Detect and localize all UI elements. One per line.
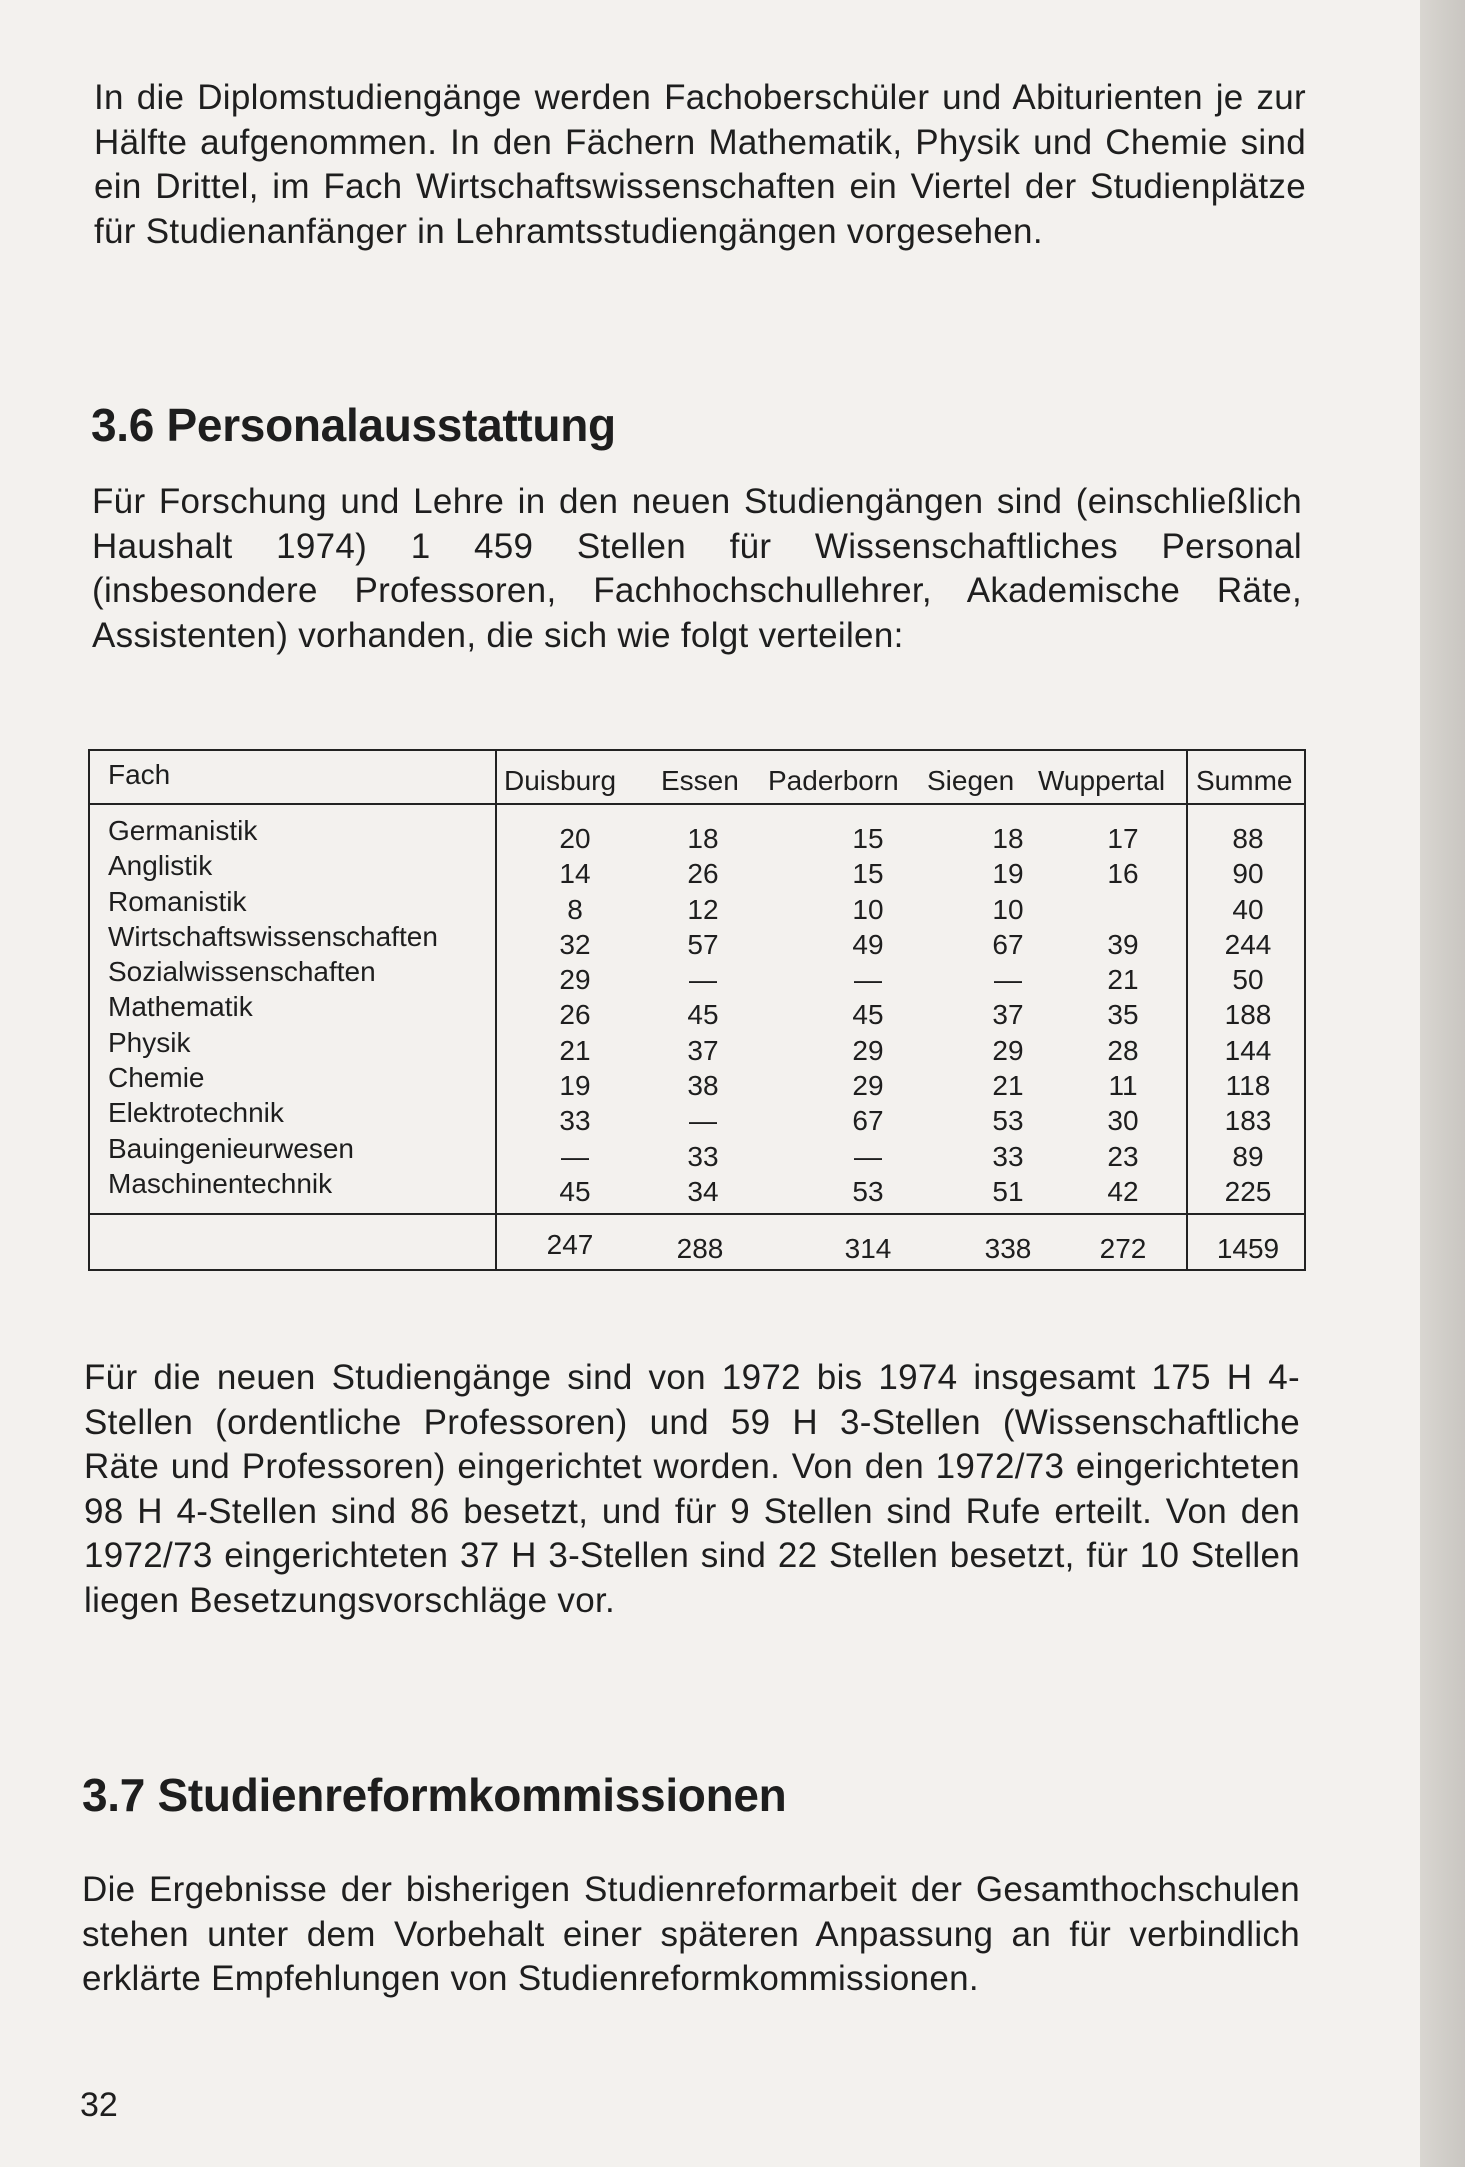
fach-name: Maschinentechnik — [108, 1167, 333, 1199]
table-cell: 53 — [992, 1105, 1024, 1137]
table-cell: 17 — [1107, 823, 1139, 854]
table-cell: 18 — [687, 823, 719, 854]
table-cell: — — [854, 1140, 882, 1172]
table-cell: 30 — [1107, 1105, 1139, 1137]
fach-name: Elektrotechnik — [108, 1097, 284, 1129]
total-summe: 1459 — [1216, 1233, 1280, 1264]
table-cell: 45 — [687, 999, 719, 1031]
table-cell: 33 — [992, 1140, 1024, 1172]
col-summe — [1208, 821, 1288, 1209]
table-header-rule — [90, 803, 1304, 805]
table-cell: 15 — [852, 823, 884, 854]
table-cell: 11 — [1108, 1070, 1138, 1102]
table-cell: 29 — [852, 1070, 884, 1102]
table-cell: 183 — [1224, 1105, 1272, 1137]
table-cell: 10 — [992, 893, 1024, 925]
section-3-6-paragraph: Für die neuen Studiengänge sind von 1972 bis 1974 insgesamt 175 H 4-Stellen (ordentliche Professoren) und 59 H 3-Stellen (Wissenschaftliche Räte und Professoren) eingerichtet worden. Von den 1972/73 eingerichteten 98 H 4-Stellen sind 86 besetzt, und für 9 Stellen sind Rufe erteilt. Von den 1972/73 eingerichteten 37 H 3-Stellen sind 22 Stellen besetzt, für 10 Stellen liegen Besetzungsvorschläge vor. — [84, 1358, 1300, 1620]
fach-name: Anglistik — [108, 850, 213, 882]
table-cell: 88 — [1232, 823, 1264, 854]
table-cell: 57 — [687, 928, 719, 960]
table-cell: 26 — [559, 999, 591, 1031]
table-cell: 188 — [1224, 999, 1272, 1031]
fach-name: Sozialwissenschaften — [108, 956, 376, 988]
table-cell: 89 — [1232, 1140, 1264, 1172]
total-paderborn: 314 — [844, 1233, 892, 1264]
table-cell: 19 — [992, 858, 1024, 890]
table-cell: 23 — [1107, 1140, 1139, 1172]
fach-name: Mathematik — [108, 991, 253, 1023]
fach-name: Physik — [108, 1026, 191, 1058]
fach-column — [108, 813, 438, 1201]
personnel-table — [88, 749, 1306, 1271]
table-cell: 14 — [559, 858, 591, 890]
total-siegen: 338 — [984, 1233, 1032, 1264]
table-cell: 37 — [687, 1034, 719, 1066]
table-cell: 21 — [1107, 964, 1139, 996]
page-number: 32 — [80, 2086, 118, 2124]
table-cell: — — [689, 1105, 717, 1137]
section-3-7-paragraph: Die Ergebnisse der bisherigen Studienreformarbeit der Gesamthochschulen stehen unter dem Vorbehalt einer späteren Anpassung an für verbindlich erklärte Empfehlungen von Studienreformkommissionen. — [82, 1870, 1300, 1998]
table-cell: 21 — [559, 1034, 591, 1066]
table-cell: 19 — [559, 1070, 591, 1102]
table-cell: 42 — [1107, 1175, 1139, 1207]
header-duisburg: Duisburg — [504, 765, 617, 796]
col-essen — [668, 821, 738, 1209]
table-cell: 35 — [1107, 999, 1139, 1031]
intro-paragraph: In die Diplomstudiengänge werden Fachoberschüler und Abiturienten je zur Hälfte aufgenommen. In den Fächern Mathematik, Physik und Chemie sind ein Drittel, im Fach Wirtschaftswissenschaften ein Viertel der Studienplätze für Studienanfänger in Lehramtsstudiengängen vorgesehen. — [94, 78, 1306, 251]
table-cell: 67 — [992, 928, 1024, 960]
table-cell: 16 — [1107, 858, 1139, 890]
fach-name: Germanistik — [108, 815, 258, 846]
table-cell: 18 — [992, 823, 1024, 854]
table-cell: 33 — [559, 1105, 591, 1137]
table-cell: 244 — [1224, 928, 1272, 960]
fach-name: Bauingenieurwesen — [108, 1132, 354, 1164]
table-cell: 51 — [992, 1175, 1024, 1207]
table-cell: 8 — [567, 893, 583, 925]
header-summe: Summe — [1196, 765, 1293, 796]
section-3-6-intro: Für Forschung und Lehre in den neuen Studiengängen sind (einschließlich Haushalt 1974) 1 459 Stellen für Wissenschaftliches Personal (insbesondere Professoren, Fachhochschullehrer, Akademische Räte, Assistenten) vorhanden, die sich wie folgt verteilen: — [92, 482, 1302, 655]
table-cell: 45 — [559, 1175, 591, 1207]
table-cell: 67 — [852, 1105, 884, 1137]
table-cell: 29 — [992, 1034, 1024, 1066]
table-cell: 39 — [1107, 928, 1139, 960]
table-cell: 28 — [1107, 1034, 1139, 1066]
table-cell — [1088, 892, 1158, 927]
table-cell: 118 — [1225, 1070, 1271, 1102]
header-essen: Essen — [661, 765, 739, 796]
table-cell: — — [561, 1140, 589, 1172]
table-cell: 49 — [852, 928, 884, 960]
table-cell: 20 — [559, 823, 591, 854]
table-cell: 144 — [1224, 1034, 1272, 1066]
total-wuppertal: 272 — [1099, 1233, 1147, 1264]
table-cell: 32 — [559, 928, 591, 960]
table-cell: 50 — [1232, 964, 1264, 996]
table-cell: 29 — [559, 964, 591, 996]
col-siegen — [973, 821, 1043, 1209]
table-cell: 40 — [1232, 893, 1264, 925]
total-essen: 288 — [676, 1233, 724, 1264]
table-cell: 10 — [852, 893, 884, 925]
table-cell: 29 — [852, 1034, 884, 1066]
table-cell: 26 — [687, 858, 719, 890]
table-cell: 12 — [687, 893, 719, 925]
table-divider-fach — [495, 751, 497, 1269]
header-wuppertal: Wuppertal — [1038, 765, 1166, 796]
table-cell: 90 — [1232, 858, 1264, 890]
table-divider-summe — [1186, 751, 1188, 1269]
section-heading-3-7: 3.7 Studienreformkommissionen — [82, 1769, 787, 1821]
table-cell: 45 — [852, 999, 884, 1031]
total-duisburg: 247 — [546, 1229, 594, 1260]
table-cell: 15 — [852, 858, 884, 890]
fach-name: Romanistik — [108, 885, 247, 917]
table-cell: — — [689, 964, 717, 996]
table-cell: 34 — [687, 1175, 719, 1207]
header-fach: Fach — [108, 759, 171, 790]
header-paderborn: Paderborn — [768, 765, 899, 796]
section-heading-3-6: 3.6 Personalausstattung — [91, 399, 616, 451]
table-cell: 53 — [852, 1175, 884, 1207]
table-cell: — — [854, 964, 882, 996]
table-cell: 225 — [1224, 1175, 1272, 1207]
table-total-rule — [90, 1213, 1304, 1215]
col-duisburg — [540, 821, 610, 1209]
page-edge — [1420, 0, 1465, 2167]
col-wuppertal — [1088, 821, 1158, 1209]
table-cell: 21 — [992, 1070, 1024, 1102]
col-paderborn — [833, 821, 903, 1209]
table-cell: — — [994, 964, 1022, 996]
fach-name: Chemie — [108, 1062, 205, 1094]
header-siegen: Siegen — [927, 765, 1015, 796]
table-cell: 37 — [992, 999, 1024, 1031]
table-cell: 38 — [687, 1070, 719, 1102]
table-cell: 33 — [687, 1140, 719, 1172]
fach-name: Wirtschaftswissenschaften — [108, 920, 438, 952]
